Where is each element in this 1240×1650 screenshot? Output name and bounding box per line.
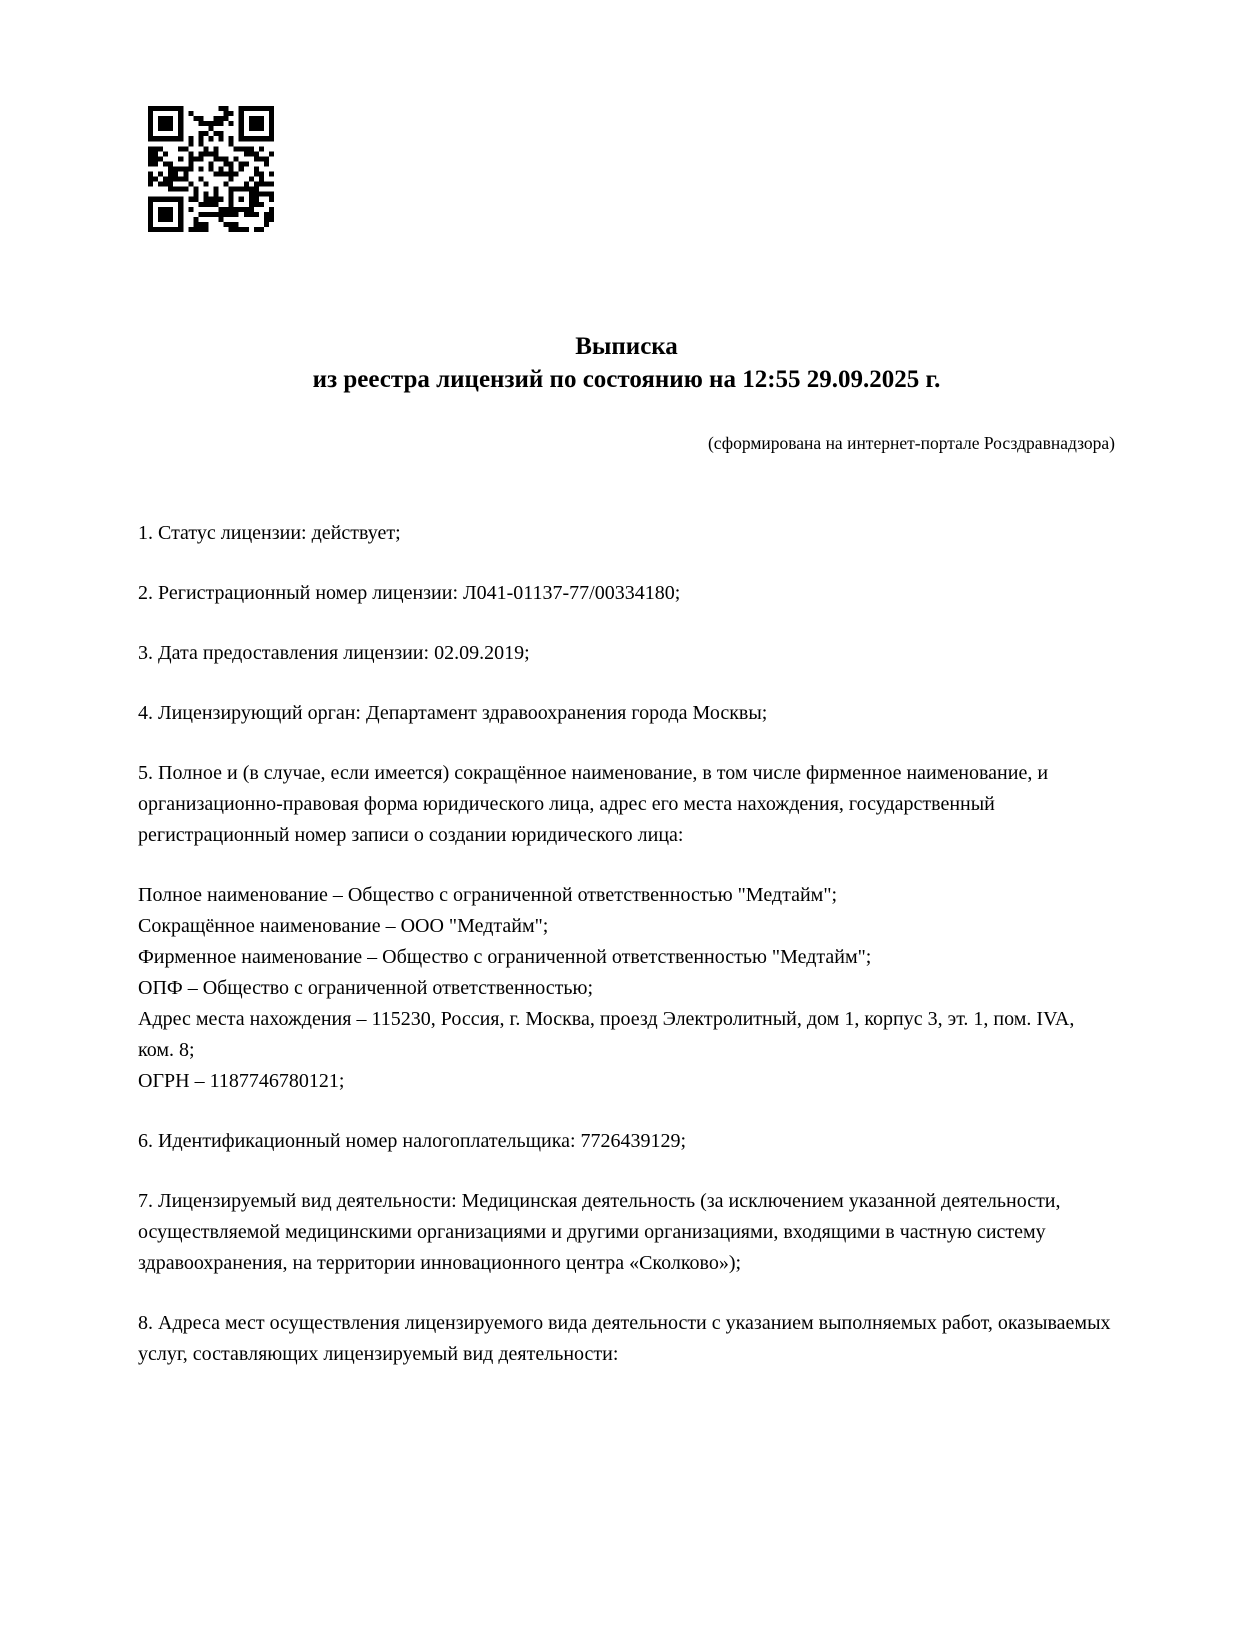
- document-title: [138, 330, 1115, 396]
- document-content: [138, 0, 1115, 1399]
- org-ogrn-line: ОГРН – 1187746780121;: [138, 1070, 345, 1092]
- paragraph-2-reg-number: 2. Регистрационный номер лицензии: Л041-01137-77/00334180;: [138, 582, 681, 604]
- title-line-2: из реестра лицензий по состоянию на 12:55 29.09.2025 г.: [312, 366, 941, 393]
- document-subtitle: (сформирована на интернет-портале Росздравнадзора): [707, 433, 1115, 453]
- paragraph-6-inn: 6. Идентификационный номер налогоплательщика: 7726439129;: [138, 1130, 687, 1152]
- paragraph-3-grant-date: 3. Дата предоставления лицензии: 02.09.2019;: [138, 642, 530, 664]
- paragraph-7-activity-type: 7. Лицензируемый вид деятельности: Медицинская деятельность (за исключением указанной деятельности, осуществляемой медицинскими организациями и другими организациями, входящими в частную систему здравоохранения, на территории инновационного центра «Сколково»);: [138, 1190, 1061, 1274]
- org-address-line: Адрес места нахождения – 115230, Россия, г. Москва, проезд Электролитный, дом 1, корпус 3, эт. 1, пом. IVA, ком. 8;: [138, 1008, 1075, 1061]
- paragraph-1-status: 1. Статус лицензии: действует;: [138, 522, 401, 544]
- document-body: [138, 518, 1115, 1370]
- org-brand-name-line: Фирменное наименование – Общество с ограниченной ответственностью "Медтайм";: [138, 946, 872, 968]
- paragraph-8-addresses: 8. Адреса мест осуществления лицензируемого вида деятельности с указанием выполняемых работ, оказываемых услуг, составляющих лицензируемый вид деятельности:: [138, 1312, 1111, 1365]
- title-line-1: Выписка: [575, 333, 678, 360]
- org-legal-form-line: ОПФ – Общество с ограниченной ответственностью;: [138, 977, 594, 999]
- organization-details-block: [138, 880, 1115, 1097]
- org-short-name-line: Сокращённое наименование – ООО "Медтайм";: [138, 915, 549, 937]
- paragraph-4-licensing-authority: 4. Лицензирующий орган: Департамент здравоохранения города Москвы;: [138, 702, 768, 724]
- org-full-name-line: Полное наименование – Общество с ограниченной ответственностью "Медтайм";: [138, 884, 838, 906]
- paragraph-5-org-info-heading: 5. Полное и (в случае, если имеется) сокращённое наименование, в том числе фирменное наименование, и организационно-правовая форма юридического лица, адрес его места нахождения, государственный регистрационный номер записи о создании юридического лица:: [138, 762, 1049, 846]
